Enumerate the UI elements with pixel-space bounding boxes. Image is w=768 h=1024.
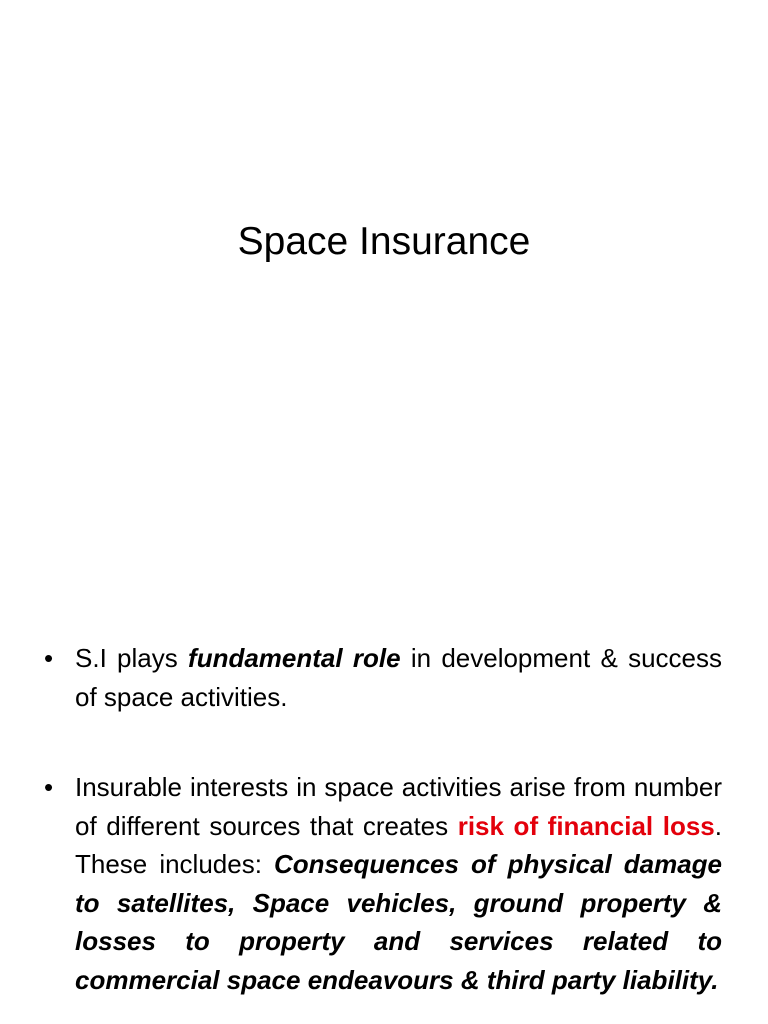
bullet-emphasis: Consequences of physical damage to satellites, Space vehicles, ground property & losses to property and services related to commercial space endeavours & third party liability. bbox=[75, 849, 723, 995]
bullet-marker: • bbox=[44, 643, 54, 673]
bullet-marker: • bbox=[44, 772, 54, 802]
bullet-text: in development & success of space activities. bbox=[75, 643, 722, 712]
risk-highlight: risk of financial loss bbox=[457, 810, 715, 841]
bullet-text: S.I plays bbox=[75, 643, 189, 673]
bullet-emphasis: fundamental role bbox=[188, 643, 401, 673]
bullet-list bbox=[44, 639, 722, 999]
bullet-text: Insurable interests in space activities arise from number of different sources that creates bbox=[75, 772, 722, 841]
bullet-item-role bbox=[44, 639, 722, 716]
bullet-item-interests bbox=[44, 768, 722, 999]
bullet-text: . These includes: bbox=[75, 810, 722, 879]
slide-title: Space Insurance bbox=[237, 220, 531, 263]
